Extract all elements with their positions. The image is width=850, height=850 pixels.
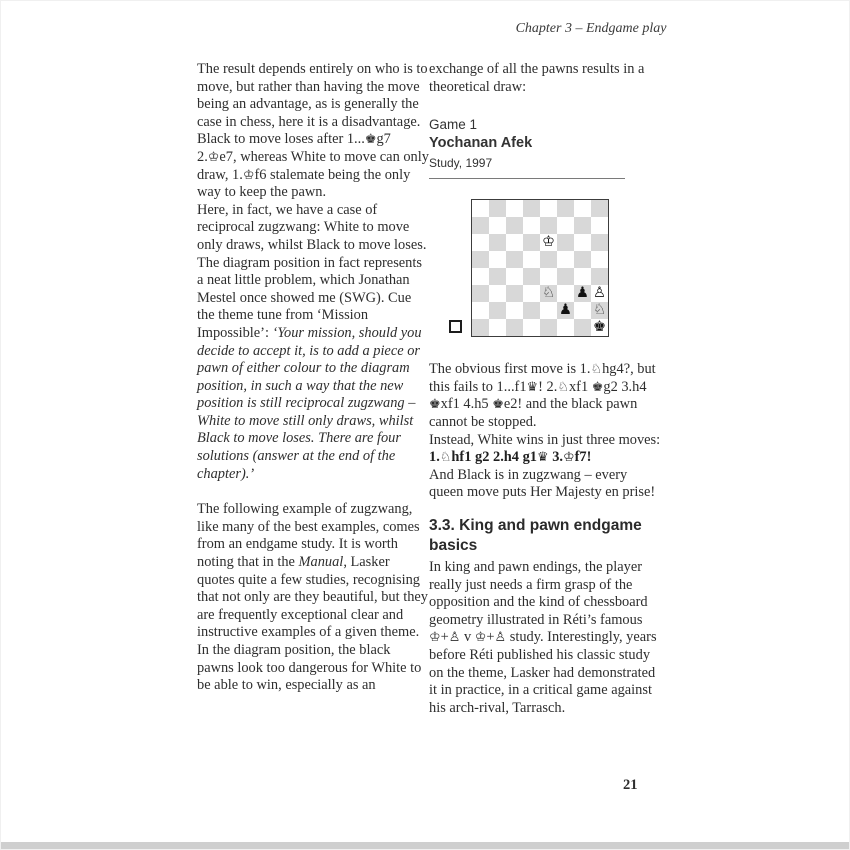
square-f3 — [557, 285, 574, 302]
square-e8 — [540, 200, 557, 217]
page-bottom-edge — [1, 842, 850, 849]
square-g4 — [574, 268, 591, 285]
black-pawn: ♟ — [576, 285, 589, 302]
square-e6 — [540, 234, 557, 251]
square-c3 — [506, 285, 523, 302]
square-h5 — [591, 251, 608, 268]
paragraph-mission-quote: ‘Your mission, should you decide to accept it, is to add a piece or pawn of either colour to the diagram position, in such a way that the new position is still reciprocal zugzwang – White to move still only draws, whilst Black to move loses. There are four solutions (answer at the end of the chapter).’ — [197, 324, 422, 482]
square-h6 — [591, 234, 608, 251]
paragraph-first-move: The obvious first move is 1.♘hg4?, but this fails to 1...f1♛! 2.♘xf1 ♚g2 3.h4 ♚xf1 4.h5 ♚e2! and the black pawn cannot be stopped. — [429, 361, 656, 430]
square-g1 — [574, 319, 591, 336]
square-h8 — [591, 200, 608, 217]
paragraph-diagram-position: In the diagram position, the black pawns look too dangerous for White to be able to win, especially as an — [197, 642, 422, 694]
paragraph-study-post: , Lasker quotes quite a few studies, recognising that not only are they beautiful, but they are frequently exceptional clear and instructive examples of a given theme. — [197, 554, 428, 641]
game-source: Study, 1997 — [429, 156, 493, 171]
square-d3 — [523, 285, 540, 302]
game-player: Yochanan Afek — [429, 135, 533, 152]
square-g8 — [574, 200, 591, 217]
black-pawn: ♟ — [559, 302, 572, 319]
square-d7 — [523, 217, 540, 234]
square-e3 — [540, 285, 557, 302]
square-c6 — [506, 234, 523, 251]
square-a7 — [472, 217, 489, 234]
right-column — [429, 61, 663, 717]
square-d8 — [523, 200, 540, 217]
square-a5 — [472, 251, 489, 268]
square-g5 — [574, 251, 591, 268]
square-h2 — [591, 302, 608, 319]
square-b2 — [489, 302, 506, 319]
white-knight: ♘ — [593, 302, 606, 319]
square-d2 — [523, 302, 540, 319]
square-d5 — [523, 251, 540, 268]
white-knight: ♘ — [542, 285, 555, 302]
square-f1 — [557, 319, 574, 336]
square-a1 — [472, 319, 489, 336]
square-c5 — [506, 251, 523, 268]
white-to-move-indicator — [449, 320, 462, 333]
square-b3 — [489, 285, 506, 302]
square-b8 — [489, 200, 506, 217]
left-column — [197, 61, 429, 695]
square-c2 — [506, 302, 523, 319]
square-c1 — [506, 319, 523, 336]
square-f5 — [557, 251, 574, 268]
square-b5 — [489, 251, 506, 268]
square-g7 — [574, 217, 591, 234]
paragraph-endgame-study — [197, 501, 429, 642]
paragraph-mission-impossible — [197, 255, 429, 484]
square-b6 — [489, 234, 506, 251]
square-a6 — [472, 234, 489, 251]
running-head: Chapter 3 – Endgame play — [515, 21, 667, 36]
square-c4 — [506, 268, 523, 285]
square-a2 — [472, 302, 489, 319]
square-a4 — [472, 268, 489, 285]
square-e2 — [540, 302, 557, 319]
square-f6 — [557, 234, 574, 251]
paragraph-result: The result depends entirely on who is to move, but rather than having the move being an advantage, as is generally the case in chess, here it is a disadvantage. Black to move loses after 1...♚g7 2.♔e7, whereas White to move can only draw, 1.♔f6 stalemate being the only way to keep the pawn. — [197, 61, 429, 201]
game-header-rule — [429, 178, 625, 179]
chess-board — [471, 199, 609, 337]
square-d6 — [523, 234, 540, 251]
chess-diagram — [429, 199, 663, 339]
square-b1 — [489, 319, 506, 336]
paragraph-study-pre: The following example of zugzwang, like many of the best examples, comes from an endgame study. It is worth noting that in the — [197, 501, 420, 571]
square-e1 — [540, 319, 557, 336]
square-e5 — [540, 251, 557, 268]
paragraph-instead: Instead, White wins in just three moves: — [429, 431, 661, 448]
square-b7 — [489, 217, 506, 234]
square-g2 — [574, 302, 591, 319]
square-e7 — [540, 217, 557, 234]
square-g6 — [574, 234, 591, 251]
solution-move-line: 1.♘hf1 g2 2.h4 g1♛ 3.♔f7! — [429, 449, 592, 466]
square-h4 — [591, 268, 608, 285]
square-d4 — [523, 268, 540, 285]
section-heading: 3.3. King and pawn endgame basics — [429, 516, 642, 554]
square-d1 — [523, 319, 540, 336]
square-f8 — [557, 200, 574, 217]
paragraph-reciprocal-zugzwang: Here, in fact, we have a case of reciprocal zugzwang: White to move only draws, whilst Black to move loses. — [197, 201, 427, 253]
paragraph-king-pawn-basics: In king and pawn endings, the player really just needs a firm grasp of the opposition and the kind of chessboard geometry illustrated in Réti’s famous ♔+♙ v ♔+♙ study. Interestingly, years before Réti published his classic study on the theme, Lasker had demonstrated it in practice, in a critical game against his arch-rival, Tarrasch. — [429, 558, 657, 716]
white-pawn: ♙ — [593, 285, 606, 302]
square-e4 — [540, 268, 557, 285]
page-number: 21 — [623, 777, 638, 793]
game-header — [429, 116, 663, 179]
square-c8 — [506, 200, 523, 217]
square-a8 — [472, 200, 489, 217]
square-h3 — [591, 285, 608, 302]
square-h7 — [591, 217, 608, 234]
square-g3 — [574, 285, 591, 302]
square-b4 — [489, 268, 506, 285]
black-king: ♚ — [593, 319, 606, 336]
square-c7 — [506, 217, 523, 234]
game-number: Game 1 — [429, 117, 478, 133]
square-f2 — [557, 302, 574, 319]
square-h1 — [591, 319, 608, 336]
paragraph-mission-normal: The diagram position in fact represents a neat little problem, which Jonathan Mestel once showed me (SWG). Cue the theme tune from ‘Mission Impossible’: — [197, 254, 422, 341]
square-f7 — [557, 217, 574, 234]
paragraph-intro: exchange of all the pawns results in a theoretical draw: — [429, 61, 645, 95]
square-a3 — [472, 285, 489, 302]
book-title-manual: Manual — [298, 554, 344, 571]
square-f4 — [557, 268, 574, 285]
white-king: ♔ — [542, 234, 555, 251]
paragraph-zugzwang-prise: And Black is in zugzwang – every queen move puts Her Majesty en prise! — [429, 466, 656, 501]
